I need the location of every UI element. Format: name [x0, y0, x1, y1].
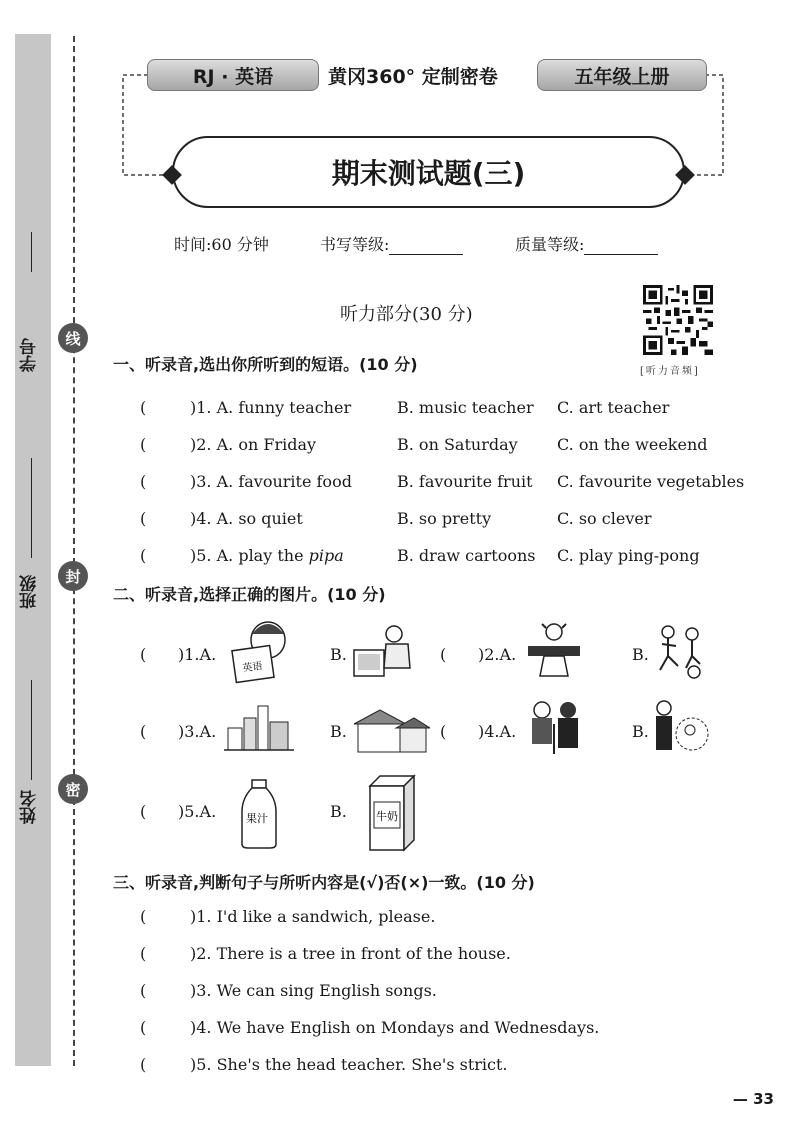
exam-title: 期末测试题(三)	[172, 136, 685, 208]
answer-slot[interactable]: (	[140, 546, 147, 565]
s2-q1-label: )1.A.	[178, 645, 217, 664]
time-info: 时间:60 分钟	[174, 235, 269, 254]
s2-q3-b-label: B.	[330, 722, 347, 741]
s2-q1-b-label: B.	[330, 645, 347, 664]
s2-q4-b-label: B.	[632, 722, 649, 741]
s1-q2	[140, 435, 146, 454]
name-label: 姓名	[20, 790, 40, 824]
milk-text: 牛奶	[376, 810, 398, 823]
milk-carton-image[interactable]	[366, 772, 418, 854]
s2-q3-paren[interactable]: (	[140, 722, 147, 741]
handwriting-grade: 书写等级:	[320, 232, 463, 255]
s3-q3: )3. We can sing English songs.	[190, 981, 437, 1000]
boys-playing-football-image[interactable]	[652, 624, 708, 680]
page-number: — 33	[732, 1090, 774, 1108]
seal-feng: 封	[58, 561, 88, 591]
boy-reading-book-image[interactable]	[228, 618, 290, 684]
s2-q5-paren[interactable]: (	[140, 802, 147, 821]
qr-code-icon[interactable]	[643, 284, 713, 356]
student-id-line	[31, 232, 32, 272]
man-in-suit-image[interactable]	[652, 698, 712, 756]
s2-q5-label: )5.A.	[178, 802, 217, 821]
s2-q4-label: )4.A.	[478, 722, 517, 741]
s3-q2: )2. There is a tree in front of the house.	[190, 944, 511, 963]
s1-q2-b: B. on Saturday	[397, 435, 518, 454]
section2-heading: 二、听录音,选择正确的图片。(10 分)	[113, 585, 386, 604]
s3-q4-paren[interactable]: (	[140, 1018, 147, 1037]
class-line	[31, 458, 32, 558]
section3-heading: 三、听录音,判断句子与所听内容是(√)否(×)一致。(10 分)	[113, 873, 535, 892]
s1-q1-b: B. music teacher	[397, 398, 534, 417]
s2-q2-label: )2.A.	[478, 645, 517, 664]
s1-q4-a: )4. A. so quiet	[190, 509, 303, 528]
answer-slot[interactable]: (	[140, 435, 147, 454]
s2-q2-b-label: B.	[632, 645, 649, 664]
handwriting-blank[interactable]	[389, 237, 463, 255]
s1-q1	[140, 398, 146, 417]
boy-watching-tv-image[interactable]	[350, 620, 414, 682]
s1-q5-a: )5. A. play the pipa	[190, 546, 344, 565]
s1-q5	[140, 546, 146, 565]
village-houses-image[interactable]	[350, 704, 430, 754]
s3-q5-paren[interactable]: (	[140, 1055, 147, 1074]
s1-q5-b: B. draw cartoons	[397, 546, 536, 565]
section1-heading: 一、听录音,选出你所听到的短语。(10 分)	[113, 355, 418, 374]
quality-grade: 质量等级:	[515, 232, 658, 255]
s3-q4: )4. We have English on Mondays and Wednesdays.	[190, 1018, 600, 1037]
book-text: 英语	[241, 660, 264, 675]
class-label: 班级	[20, 575, 40, 609]
juice-bottle-image[interactable]	[238, 778, 280, 850]
s1-q4-c: C. so clever	[557, 509, 652, 528]
s1-q2-a: )2. A. on Friday	[190, 435, 317, 454]
name-line	[31, 680, 32, 780]
s3-q5: )5. She's the head teacher. She's strict.	[190, 1055, 508, 1074]
student-id-label: 学号	[20, 338, 40, 372]
answer-slot[interactable]: (	[140, 509, 147, 528]
s1-q5-c: C. play ping-pong	[557, 546, 700, 565]
grade-tag: 五年级上册	[537, 59, 707, 91]
s1-q1-c: C. art teacher	[557, 398, 670, 417]
s1-q4	[140, 509, 146, 528]
s2-q3-label: )3.A.	[178, 722, 217, 741]
juice-text: 果汁	[246, 812, 268, 825]
quality-blank[interactable]	[584, 237, 658, 255]
s3-q1-paren[interactable]: (	[140, 907, 147, 926]
s3-q3-paren[interactable]: (	[140, 981, 147, 1000]
cut-line	[73, 36, 75, 1066]
s2-q5-b-label: B.	[330, 802, 347, 821]
qr-caption: [听力音频]	[640, 366, 700, 377]
s1-q3-a: )3. A. favourite food	[190, 472, 352, 491]
binding-strip	[15, 34, 51, 1066]
series-title: 黄冈360° 定制密卷	[328, 66, 498, 88]
s2-q1-paren[interactable]: (	[140, 645, 147, 664]
seal-mi: 密	[58, 774, 88, 804]
s2-q2-paren[interactable]: (	[440, 645, 447, 664]
s1-q2-c: C. on the weekend	[557, 435, 708, 454]
seal-xian: 线	[58, 323, 88, 353]
s1-q3-b: B. favourite fruit	[397, 472, 533, 491]
s3-q2-paren[interactable]: (	[140, 944, 147, 963]
answer-slot[interactable]: (	[140, 472, 147, 491]
answer-slot[interactable]: (	[140, 398, 147, 417]
s2-q4-paren[interactable]: (	[440, 722, 447, 741]
s3-q1: )1. I'd like a sandwich, please.	[190, 907, 436, 926]
city-buildings-image[interactable]	[224, 700, 294, 752]
s1-q4-b: B. so pretty	[397, 509, 492, 528]
s1-q3	[140, 472, 146, 491]
girl-playing-piano-image[interactable]	[524, 620, 584, 684]
listening-title: 听力部分(30 分)	[340, 304, 473, 325]
s1-q3-c: C. favourite vegetables	[557, 472, 745, 491]
old-man-and-woman-image[interactable]	[528, 700, 584, 756]
s1-q1-a: )1. A. funny teacher	[190, 398, 352, 417]
subject-tag: RJ · 英语	[147, 59, 319, 91]
